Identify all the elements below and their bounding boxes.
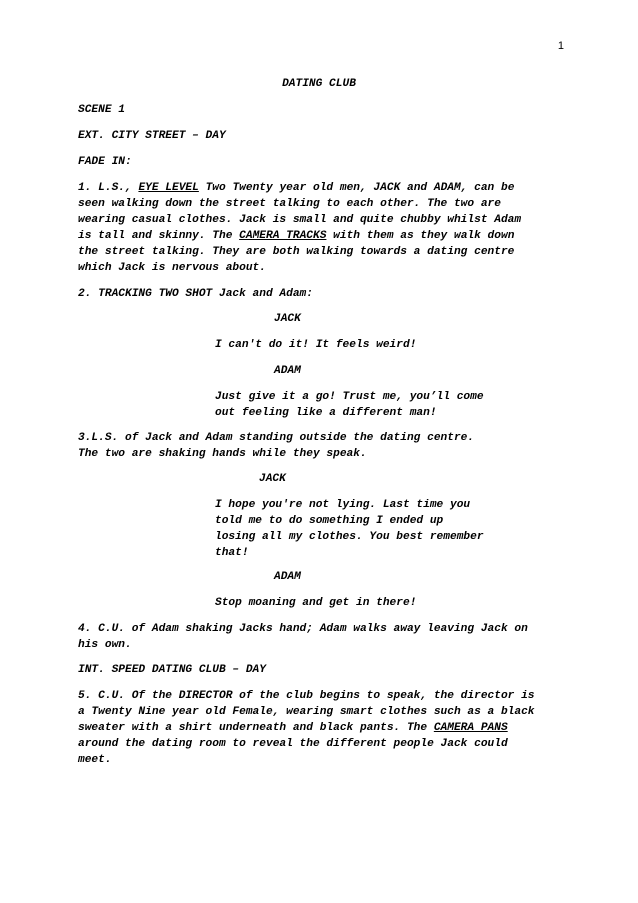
shot-1-text-1: Two Twenty year old men, JACK and ADAM, can be seen walking down the street talking to each other. The two are wearing casual clothes. Jack is small and quite chubby whilst Adam is tall and skinny. The (78, 182, 522, 242)
shot-1-text-2: with them as they walk down the street talking. They are both walking towards a dating centre which Jack is nervous about. (78, 230, 515, 274)
shot-4-action: 4. C.U. of Adam shaking Jacks hand; Adam walks away leaving Jack on his own. (78, 623, 528, 651)
dialogue-2-character: ADAM (274, 365, 301, 377)
dialogue-4-character: ADAM (274, 571, 301, 583)
dialogue-1-character: JACK (274, 313, 301, 325)
shot-1-prefix: 1. L.S., (78, 182, 139, 194)
ext-heading: EXT. CITY STREET – DAY (78, 130, 226, 142)
shot-3-action: 3.L.S. of Jack and Adam standing outside the dating centre. The two are shaking hands while they speak. (78, 432, 475, 460)
shot-5-action (78, 688, 568, 768)
dialogue-3-character: JACK (259, 473, 286, 485)
fade-in-transition: FADE IN: (78, 156, 132, 168)
dialogue-2-line: Just give it a go! Trust me, you’ll come out feeling like a different man! (215, 391, 484, 419)
dialogue-3-line: I hope you're not lying. Last time you told me to do something I ended up losing all my clothes. You best remember that! (215, 499, 484, 559)
int-heading: INT. SPEED DATING CLUB – DAY (78, 664, 266, 676)
shot-5-term-camera-pans: CAMERA PANS (433, 722, 508, 734)
shot-1-term-camera-tracks: CAMERA TRACKS (239, 230, 327, 242)
dialogue-4-line: Stop moaning and get in there! (215, 597, 417, 609)
shot-5-text-2: around the dating room to reveal the different people Jack could meet. (78, 738, 508, 766)
dialogue-1-line: I can't do it! It feels weird! (215, 339, 417, 351)
page-number: 1 (557, 40, 564, 52)
scene-heading: SCENE 1 (78, 104, 125, 116)
shot-2-action: 2. TRACKING TWO SHOT Jack and Adam: (78, 288, 313, 300)
shot-1-action (78, 180, 568, 276)
shot-1-term-eye-level: EYE LEVEL (138, 182, 199, 194)
shot-5-text-1: 5. C.U. Of the DIRECTOR of the club begins to speak, the director is a Twenty Nine year old Female, wearing smart clothes such as a black sweater with a shirt underneath and black pants. The (78, 690, 535, 734)
script-title: DATING CLUB (282, 78, 356, 90)
